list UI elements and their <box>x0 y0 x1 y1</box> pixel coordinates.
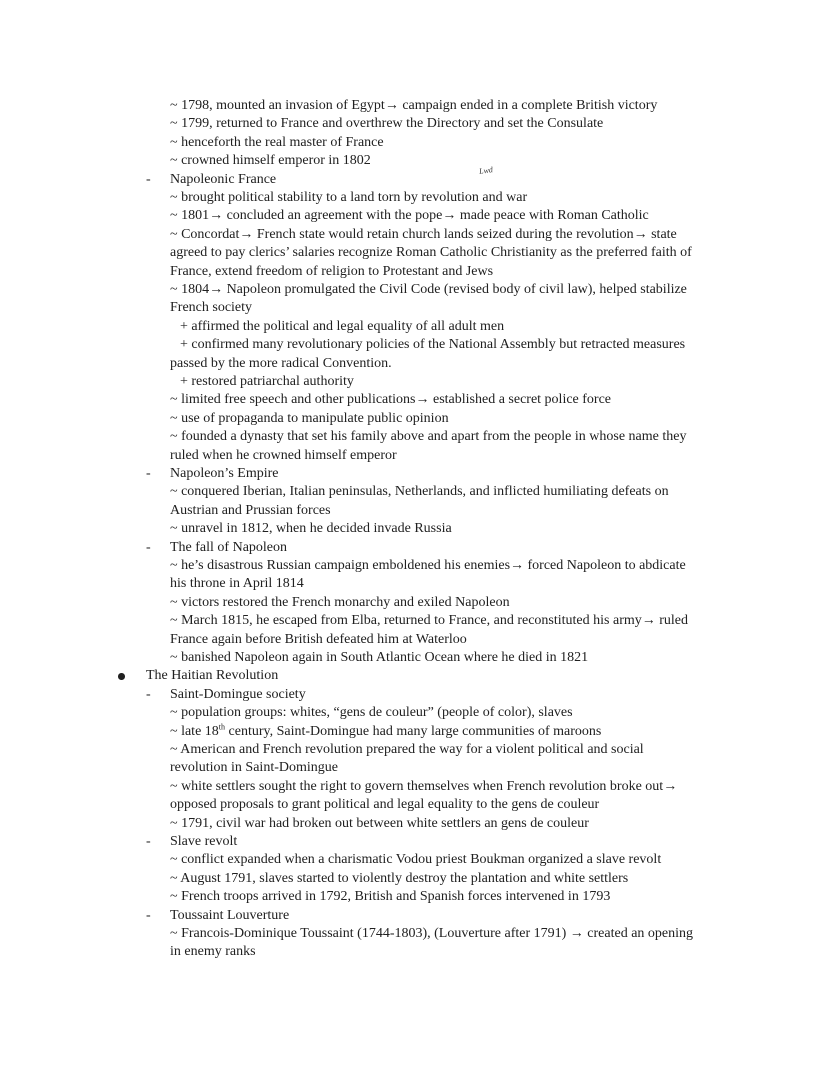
text-line: ~ henceforth the real master of France <box>170 134 384 150</box>
text-line: + affirmed the political and legal equality of all adult men <box>180 318 505 334</box>
text-line: ~ he’s disastrous Russian campaign emboldened his enemies→ forced Napoleon to abdicate <box>170 558 686 573</box>
dash-marker: - <box>146 686 151 702</box>
text-line: ~ 1798, mounted an invasion of Egypt→ campaign ended in a complete British victory <box>170 98 658 113</box>
bullet-icon <box>118 673 125 680</box>
text-line: ~ late 18th century, Saint-Domingue had many large communities of maroons <box>170 721 602 739</box>
text-line: ~ unravel in 1812, when he decided invade Russia <box>170 521 452 537</box>
text-line: ~ founded a dynasty that set his family above and apart from the people in whose name they <box>170 429 687 445</box>
text-line: ~ French troops arrived in 1792, British and Spanish forces intervened in 1793 <box>170 889 611 905</box>
text-line: opposed proposals to grant political and legal equality to the gens de couleur <box>170 797 600 813</box>
handwritten-mark: Lwd <box>478 165 494 176</box>
subheading-saint-domingue-society: - Saint-Domingue society <box>0 686 828 704</box>
subheading-slave-revolt: - Slave revolt <box>0 833 828 851</box>
text-line: ~ use of propaganda to manipulate public opinion <box>170 410 449 426</box>
subheading-fall-of-napoleon: - The fall of Napoleon <box>0 539 828 557</box>
text-line: ~ 1791, civil war had broken out between white settlers an gens de couleur <box>170 815 589 831</box>
text-line: ~ August 1791, slaves started to violently destroy the plantation and white settlers <box>170 870 629 886</box>
text-line: ~ victors restored the French monarchy and exiled Napoleon <box>170 594 510 610</box>
text-line: ~ brought political stability to a land torn by revolution and war <box>170 190 528 205</box>
text-line: ~ population groups: whites, “gens de couleur” (people of color), slaves <box>170 705 573 721</box>
text-line: + confirmed many revolutionary policies of the National Assembly but retracted measures <box>180 337 686 353</box>
text-line: + restored patriarchal authority <box>180 374 354 389</box>
dash-marker: - <box>146 171 151 187</box>
text-line: ~ 1799, returned to France and overthrew the Directory and set the Consulate <box>170 116 604 132</box>
text-line: revolution in Saint-Domingue <box>170 760 338 776</box>
subheading-napoleons-empire: - Napoleon’s Empire <box>0 465 828 483</box>
text-line: ~ American and French revolution prepared the way for a violent political and social <box>170 742 644 757</box>
subheading-toussaint-louverture: - Toussaint Louverture <box>0 907 828 925</box>
text-line: ~ banished Napoleon again in South Atlantic Ocean where he died in 1821 <box>170 650 589 665</box>
text-line: ~ conquered Iberian, Italian peninsulas, Netherlands, and inflicted humiliating defeats on <box>170 484 669 500</box>
text-line: French society <box>170 300 253 316</box>
text-line: agreed to pay clerics’ salaries recognize Roman Catholic Christianity as the preferred faith of <box>170 245 692 261</box>
text-line: ~ 1804→ Napoleon promulgated the Civil Code (revised body of civil law), helped stabilize <box>170 282 687 297</box>
text-line: passed by the more radical Convention. <box>170 355 392 371</box>
text-line: ~ limited free speech and other publications→ established a secret police force <box>170 392 612 408</box>
text-line: his throne in April 1814 <box>170 576 304 592</box>
text-line: ~ white settlers sought the right to govern themselves when French revolution broke out→ <box>170 778 678 794</box>
dash-marker: - <box>146 466 151 481</box>
subheading-napoleonic-france: - Napoleonic France <box>0 171 828 189</box>
dash-marker: - <box>146 539 151 555</box>
text-line: ~ Francois-Dominique Toussaint (1744-1803), (Louverture after 1791) → created an opening <box>170 926 694 941</box>
text-line: in enemy ranks <box>170 944 256 960</box>
text-line: ~ 1801→ concluded an agreement with the pope→ made peace with Roman Catholic <box>170 208 649 224</box>
heading-haitian-revolution: The Haitian Revolution <box>0 667 828 685</box>
text-line: ~ Concordat→ French state would retain church lands seized during the revolution→ state <box>170 226 677 242</box>
text-line: ruled when he crowned himself emperor <box>170 447 397 463</box>
text-line: ~ conflict expanded when a charismatic Vodou priest Boukman organized a slave revolt <box>170 852 662 868</box>
dash-marker: - <box>146 907 151 923</box>
text-line: France, extend freedom of religion to Protestant and Jews <box>170 263 494 279</box>
text-line: ~ crowned himself emperor in 1802 <box>170 153 371 169</box>
text-line: ~ March 1815, he escaped from Elba, returned to France, and reconstituted his army→ ruled <box>170 613 689 629</box>
text-line: Austrian and Prussian forces <box>170 502 331 518</box>
dash-marker: - <box>146 834 151 849</box>
text-line: France again before British defeated him at Waterloo <box>170 631 467 647</box>
